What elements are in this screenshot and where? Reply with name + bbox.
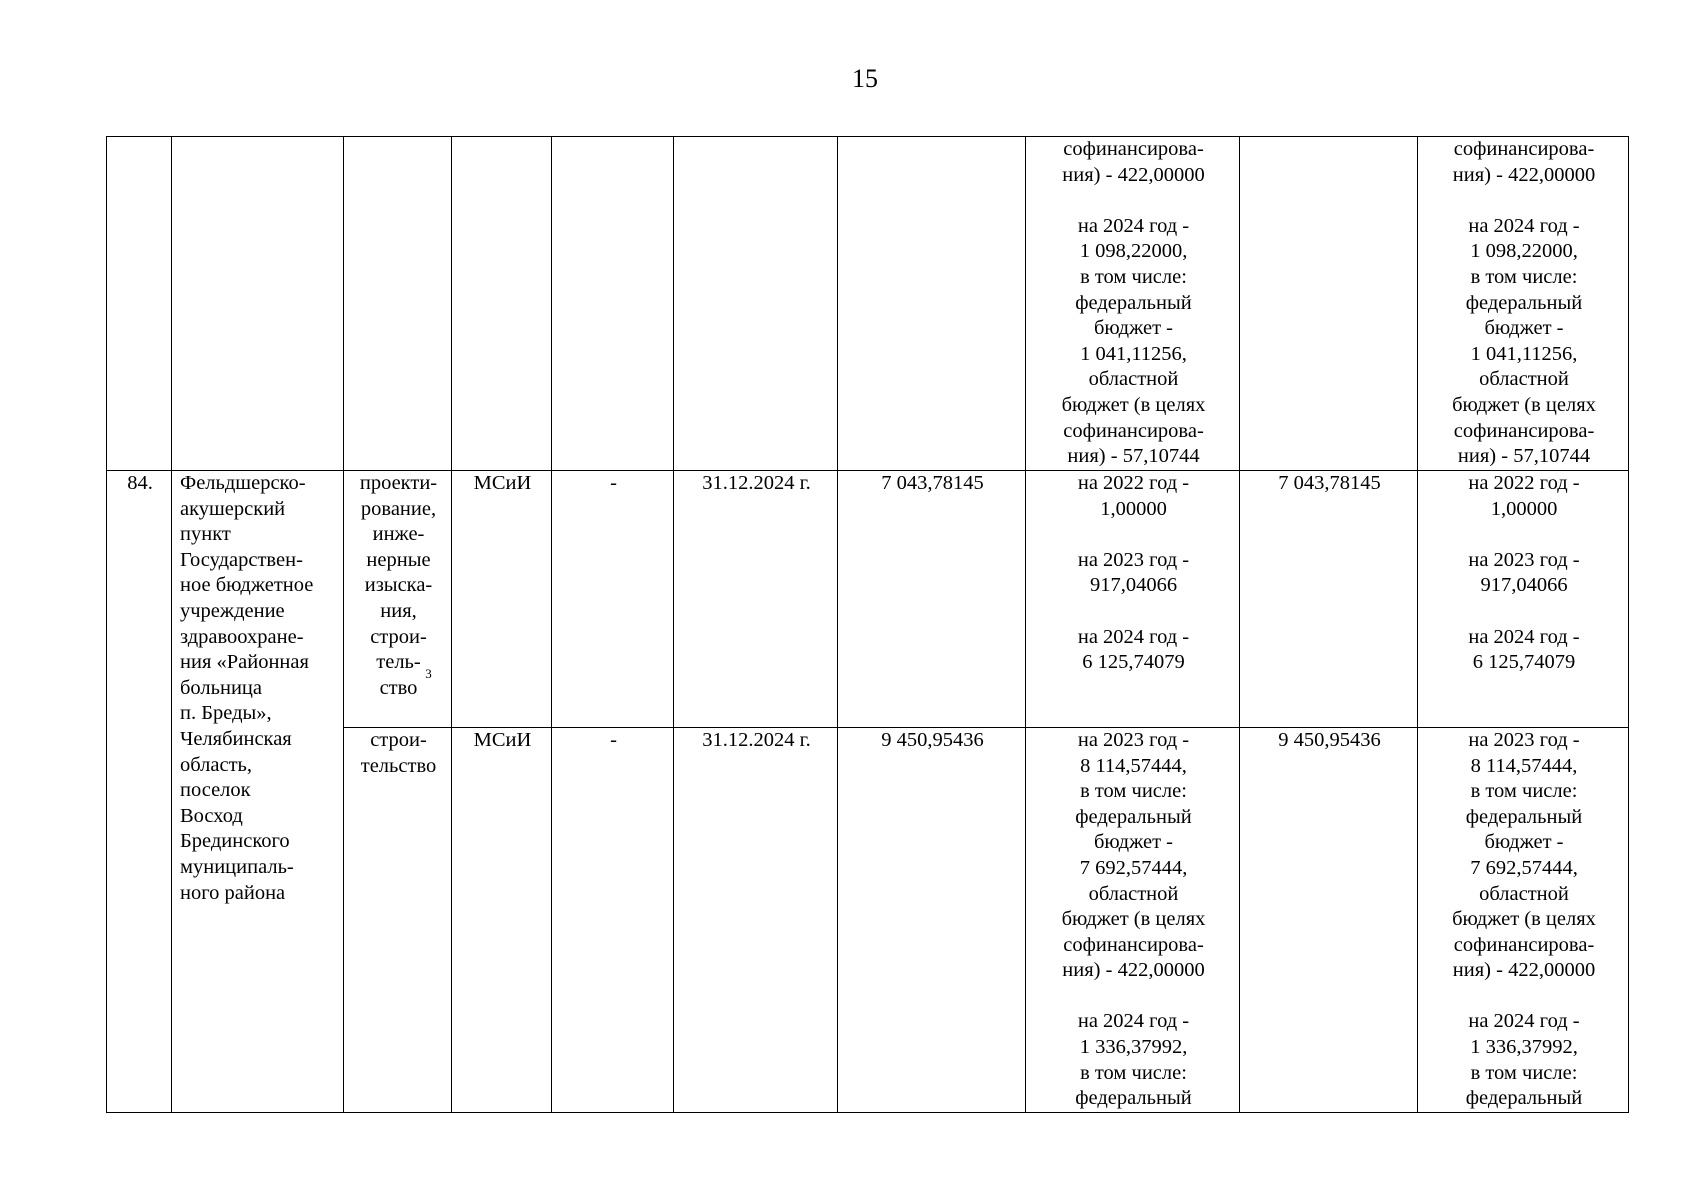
text-line: на 2023 год - — [1077, 548, 1190, 571]
text-line: тельство — [360, 754, 437, 777]
text-line: муниципаль- — [180, 855, 294, 878]
text-line: областной — [1088, 368, 1179, 391]
work-type-cell — [344, 471, 452, 728]
text-line: бюджет (в целях — [1452, 393, 1596, 416]
cell-empty — [552, 137, 674, 471]
text-line: софинансирова- — [1063, 138, 1204, 160]
cell-empty — [107, 137, 172, 471]
blank-line — [1426, 984, 1622, 1010]
estimated-cost-cell: 9 450,95436 — [838, 727, 1026, 1112]
text-line: Государствен- — [180, 548, 303, 571]
customer-cell: МСиИ — [452, 471, 552, 728]
text-line: ния) - 422,00000 — [1452, 163, 1596, 186]
text-line: бюджет (в целях — [1452, 908, 1596, 931]
blank-line — [1426, 522, 1622, 548]
text-line: пункт — [180, 523, 231, 546]
text-line: на 2023 год - — [1468, 728, 1580, 751]
continued-row — [107, 137, 1629, 471]
text-line: бюджет (в целях — [1061, 393, 1206, 416]
text-line: область, — [180, 753, 253, 776]
text-line: ного района — [180, 881, 286, 904]
text-line: ния) - 422,00000 — [1452, 959, 1596, 982]
text-line: 1 336,37992, — [1079, 1036, 1188, 1059]
work-type-lines — [352, 728, 445, 779]
blank-line — [1426, 188, 1622, 214]
text-line: нерные — [366, 548, 431, 571]
cell-empty — [172, 137, 344, 471]
funding-approved-cell — [1418, 137, 1629, 471]
text-line: п. Бреды», — [180, 702, 272, 725]
text-line: Челябинская — [180, 727, 292, 750]
cell-empty — [344, 137, 452, 471]
item-row-stage-1 — [107, 471, 1629, 728]
text-line: в том числе: — [1080, 265, 1187, 288]
funding-approved-cell — [1418, 471, 1629, 728]
text-line: 6 125,74079 — [1472, 651, 1576, 674]
text-line: ния, — [380, 599, 417, 622]
text-line: акушерский — [180, 497, 286, 520]
text-line: софинансирова- — [1063, 419, 1204, 442]
text-line: на 2024 год - — [1077, 214, 1190, 237]
text-line: строи- — [370, 625, 427, 648]
text-line: здравоохране- — [180, 625, 304, 648]
text-line: бюджет - — [1484, 831, 1564, 854]
deadline-cell: 31.12.2024 г. — [674, 727, 838, 1112]
text-line: в том числе: — [1080, 1061, 1187, 1084]
text-line: поселок — [180, 779, 251, 802]
text-line: 917,04066 — [1480, 574, 1568, 597]
text-line: областной — [1479, 368, 1569, 391]
text-line: софинансирова- — [1453, 419, 1595, 442]
text-line: проекти- — [359, 472, 438, 494]
text-line: 6 125,74079 — [1082, 651, 1185, 674]
blank-line — [1426, 599, 1622, 625]
text-line: 1,00000 — [1490, 497, 1558, 520]
text-line: строи- — [370, 728, 427, 751]
text-line: Восход — [180, 804, 243, 827]
text-line: 8 114,57444, — [1080, 754, 1187, 777]
text-line: рование, — [360, 497, 437, 520]
text-line: тель- — [376, 651, 421, 674]
blank-line — [1034, 522, 1233, 548]
funding-lines — [1034, 728, 1233, 1112]
blank-line — [1034, 188, 1233, 214]
text-line: ния) - 57,10744 — [1067, 445, 1200, 468]
text-line: федеральный — [1465, 291, 1583, 314]
text-line: на 2024 год - — [1468, 625, 1580, 648]
cell-empty — [452, 137, 552, 471]
text-line: софинансирова- — [1453, 933, 1595, 956]
text-line: бюджет - — [1484, 317, 1564, 340]
page-number: 15 — [852, 64, 878, 93]
text-line: 8 114,57444, — [1470, 754, 1578, 777]
item-number: 84. — [107, 471, 172, 1113]
estimated-cost-cell: 7 043,78145 — [838, 471, 1026, 728]
text-line: ния) - 422,00000 — [1062, 163, 1205, 186]
funding-by-year-cell — [1026, 471, 1240, 728]
text-line: 1 098,22000, — [1079, 240, 1188, 263]
text-line: учреждение — [180, 599, 285, 622]
cell-empty — [674, 137, 838, 471]
object-name-cell — [172, 471, 344, 1113]
text-line: 1 041,11256, — [1470, 342, 1578, 365]
text-line: областной — [1088, 882, 1179, 905]
text-line: на 2024 год - — [1468, 214, 1580, 237]
limit-cell: 7 043,78145 — [1240, 471, 1418, 728]
text-line: областной — [1479, 882, 1569, 905]
work-type-cell — [344, 727, 452, 1112]
text-line: больница — [180, 676, 262, 699]
text-line: софинансирова- — [1063, 933, 1204, 956]
text-line: в том числе: — [1470, 265, 1578, 288]
text-line: на 2022 год - — [1468, 472, 1580, 494]
text-line: 1 098,22000, — [1470, 240, 1578, 263]
text-line: Фельдшерско- — [180, 472, 306, 494]
text-line: на 2023 год - — [1468, 548, 1580, 571]
text-line: федеральный — [1465, 1087, 1583, 1110]
funding-approved-cell — [1418, 727, 1629, 1112]
text-line: 1,00000 — [1100, 497, 1167, 520]
text-line: федеральный — [1075, 805, 1192, 828]
text-line: в том числе: — [1470, 1061, 1578, 1084]
text-line: инже- — [372, 523, 425, 546]
investment-objects-table — [106, 136, 1629, 1113]
text-line: 7 692,57444, — [1079, 856, 1188, 879]
capacity-cell: - — [552, 727, 674, 1112]
text-line: на 2023 год - — [1077, 728, 1190, 751]
text-line: изыска- — [364, 574, 433, 597]
blank-line — [1034, 599, 1233, 625]
text-line: 1 041,11256, — [1080, 342, 1187, 365]
text-line: ство — [379, 676, 418, 699]
funding-lines — [1426, 137, 1622, 470]
cell-empty — [1240, 137, 1418, 471]
capacity-cell: - — [552, 471, 674, 728]
text-line: ния) - 57,10744 — [1457, 445, 1591, 468]
funding-lines — [1426, 471, 1622, 676]
text-line: федеральный — [1075, 291, 1192, 314]
text-line: на 2024 год - — [1468, 1010, 1580, 1033]
text-line: софинансирова- — [1453, 138, 1595, 160]
text-line: на 2024 год - — [1077, 1010, 1190, 1033]
footnote-mark: 3 — [425, 665, 432, 681]
text-line: ния) - 422,00000 — [1062, 959, 1205, 982]
blank-line — [1034, 984, 1233, 1010]
text-line: 1 336,37992, — [1470, 1036, 1578, 1059]
text-line: федеральный — [1075, 1087, 1192, 1110]
funding-by-year-cell — [1026, 137, 1240, 471]
text-line: бюджет (в целях — [1061, 908, 1206, 931]
text-line: ния «Районная — [180, 651, 309, 674]
limit-cell: 9 450,95436 — [1240, 727, 1418, 1112]
text-line: бюджет - — [1093, 831, 1174, 854]
text-line: в том числе: — [1080, 780, 1187, 803]
text-line: в том числе: — [1470, 780, 1578, 803]
funding-by-year-cell — [1026, 727, 1240, 1112]
text-line: 917,04066 — [1089, 574, 1178, 597]
cell-empty — [838, 137, 1026, 471]
text-line: на 2022 год - — [1077, 472, 1190, 494]
text-line: бюджет - — [1093, 317, 1174, 340]
text-line: федеральный — [1465, 805, 1583, 828]
text-line: 7 692,57444, — [1470, 856, 1578, 879]
text-line: Брединского — [180, 830, 290, 853]
funding-lines — [1034, 137, 1233, 470]
object-name-lines — [180, 471, 337, 906]
customer-cell: МСиИ — [452, 727, 552, 1112]
text-line: ное бюджетное — [180, 574, 314, 597]
text-line: на 2024 год - — [1077, 625, 1190, 648]
funding-lines — [1426, 728, 1622, 1112]
funding-lines — [1034, 471, 1233, 676]
deadline-cell: 31.12.2024 г. — [674, 471, 838, 728]
